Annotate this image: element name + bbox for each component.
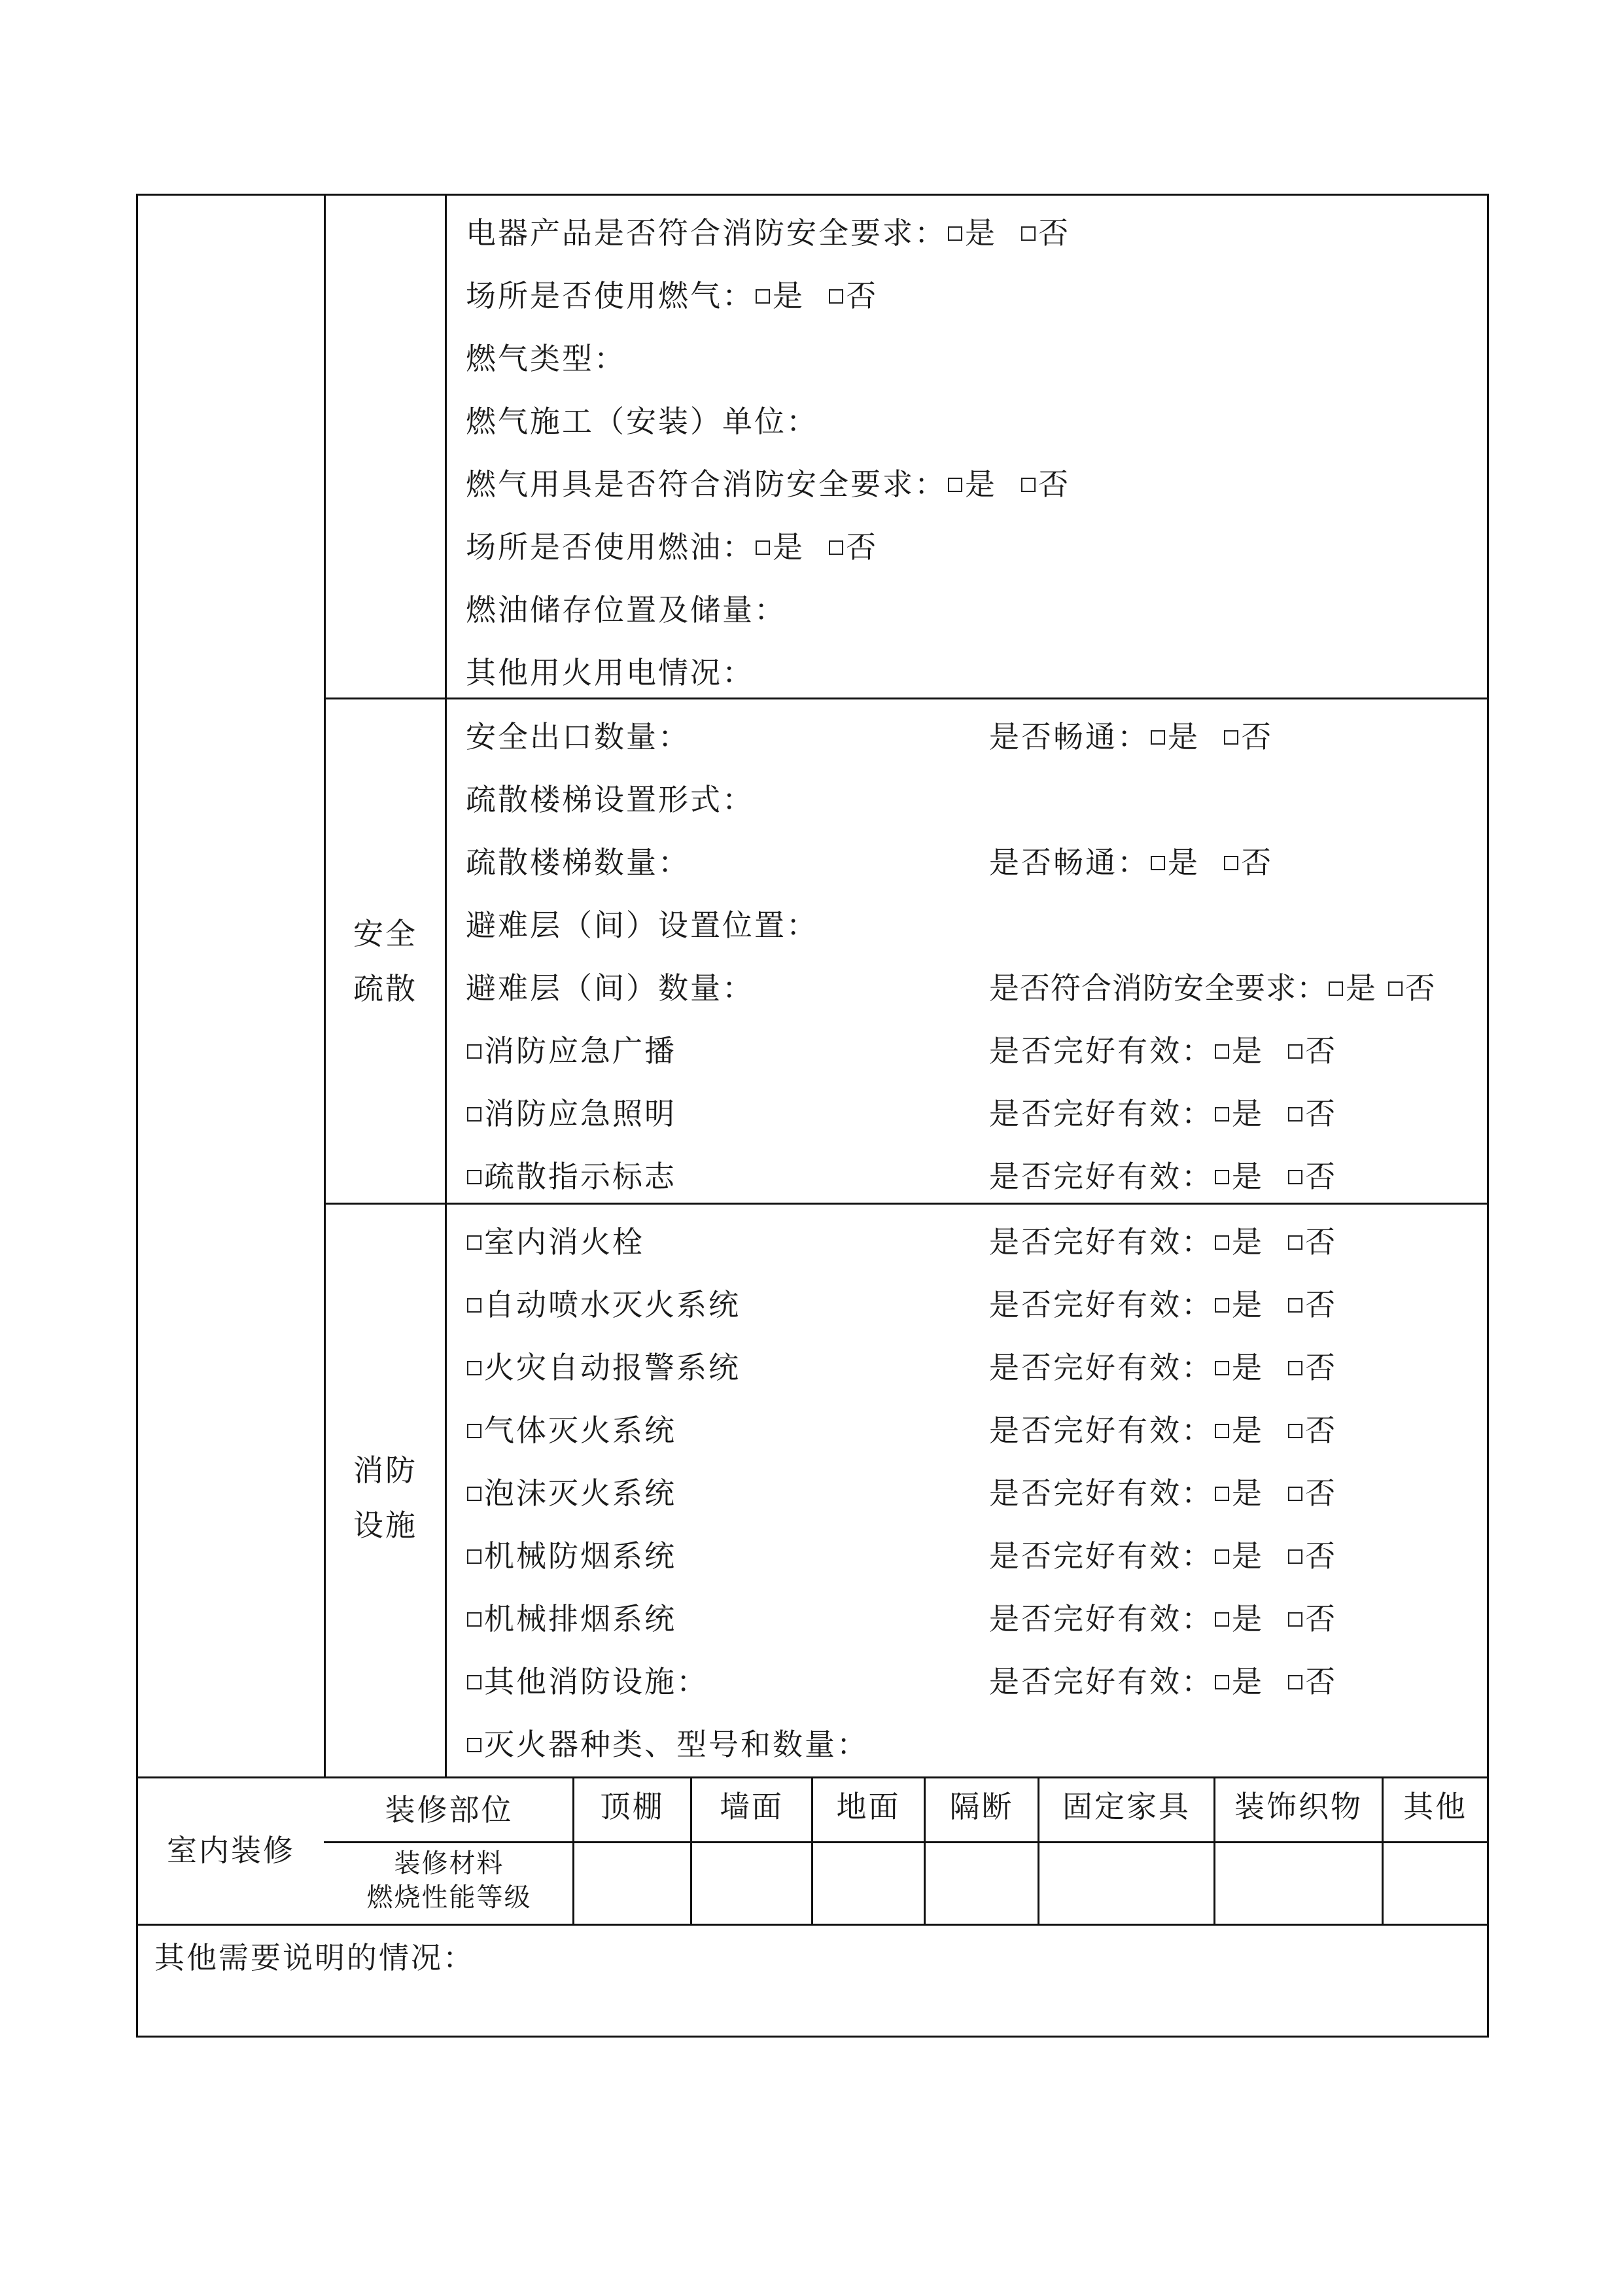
- fac-row-8-check: 是否完好有效： 是 否: [989, 1664, 1338, 1699]
- no-checkbox[interactable]: [1288, 1298, 1302, 1313]
- evac-row-6-check: 是否完好有效： 是 否: [989, 1033, 1338, 1069]
- power-row-6: 场所是否使用燃油： 是 否: [466, 529, 879, 565]
- item-checkbox[interactable]: [467, 1612, 481, 1627]
- evac-row-1-check: 是否畅通： 是 否: [989, 719, 1274, 754]
- item-checkbox[interactable]: [467, 1424, 481, 1438]
- no-checkbox[interactable]: [1288, 1424, 1302, 1438]
- item-checkbox[interactable]: [467, 1361, 481, 1375]
- decoration-part-fixed-furniture: 固定家具: [1062, 1789, 1191, 1824]
- item-checkbox[interactable]: [467, 1738, 481, 1752]
- evac-row-8-label: 疏散指示标志: [466, 1157, 676, 1196]
- evac-row-4-label: 避难层（间）设置位置：: [466, 908, 818, 943]
- no-checkbox[interactable]: [1224, 856, 1238, 870]
- item-checkbox[interactable]: [467, 1107, 481, 1122]
- fac-row-8-label: 其他消防设施：: [466, 1662, 708, 1701]
- item-checkbox[interactable]: [467, 1487, 481, 1501]
- yes-checkbox[interactable]: [756, 540, 770, 555]
- col-divider-2: [445, 194, 447, 1776]
- decoration-part-partition: 隔断: [949, 1789, 1014, 1824]
- row-divider-decoration-mid: [324, 1841, 1489, 1843]
- row-divider-decoration: [136, 1924, 1489, 1926]
- fac-row-3-label: 火灾自动报警系统: [466, 1348, 741, 1387]
- yes-checkbox[interactable]: [1215, 1549, 1229, 1564]
- power-row-4: 燃气施工（安装）单位：: [466, 404, 818, 439]
- no-checkbox[interactable]: [1288, 1487, 1302, 1501]
- yes-checkbox[interactable]: [1215, 1612, 1229, 1627]
- fac-row-5-check: 是否完好有效： 是 否: [989, 1475, 1338, 1511]
- row-divider-evacuation: [324, 1203, 1489, 1205]
- yes-checkbox[interactable]: [1215, 1675, 1229, 1689]
- no-checkbox[interactable]: [1021, 478, 1036, 492]
- evac-row-3-label: 疏散楼梯数量：: [466, 845, 690, 880]
- fac-row-7-label: 机械排烟系统: [466, 1599, 676, 1638]
- item-checkbox[interactable]: [467, 1675, 481, 1689]
- notes-label: 其他需要说明的情况：: [154, 1940, 475, 1975]
- decoration-part-floor: 地面: [836, 1789, 901, 1824]
- yes-checkbox[interactable]: [948, 226, 962, 241]
- decoration-part-label: 装修部位: [385, 1792, 514, 1828]
- power-row-3: 燃气类型：: [466, 341, 626, 376]
- yes-checkbox[interactable]: [948, 478, 962, 492]
- no-checkbox[interactable]: [829, 540, 843, 555]
- item-checkbox[interactable]: [467, 1549, 481, 1564]
- no-checkbox[interactable]: [829, 289, 843, 304]
- fac-row-3-check: 是否完好有效： 是 否: [989, 1350, 1338, 1385]
- yes-checkbox[interactable]: [1329, 981, 1343, 996]
- no-checkbox[interactable]: [1288, 1235, 1302, 1250]
- evac-row-7-label: 消防应急照明: [466, 1094, 676, 1133]
- yes-checkbox[interactable]: [1215, 1487, 1229, 1501]
- power-row-8: 其他用火用电情况：: [466, 655, 754, 690]
- fac-row-1-label: 室内消火栓: [466, 1222, 644, 1262]
- fac-row-6-check: 是否完好有效： 是 否: [989, 1538, 1338, 1574]
- power-row-1: 电器产品是否符合消防安全要求： 是 否: [466, 215, 1071, 251]
- no-checkbox[interactable]: [1288, 1044, 1302, 1059]
- fac-row-1-check: 是否完好有效： 是 否: [989, 1224, 1338, 1260]
- no-checkbox[interactable]: [1288, 1675, 1302, 1689]
- fac-row-2-check: 是否完好有效： 是 否: [989, 1287, 1338, 1322]
- no-checkbox[interactable]: [1288, 1549, 1302, 1564]
- yes-checkbox[interactable]: [1215, 1044, 1229, 1059]
- evac-row-6-label: 消防应急广播: [466, 1031, 676, 1070]
- no-checkbox[interactable]: [1224, 730, 1238, 745]
- power-row-2: 场所是否使用燃气： 是 否: [466, 278, 879, 313]
- yes-checkbox[interactable]: [1215, 1170, 1229, 1184]
- no-checkbox[interactable]: [1288, 1170, 1302, 1184]
- no-checkbox[interactable]: [1288, 1107, 1302, 1122]
- yes-checkbox[interactable]: [1215, 1424, 1229, 1438]
- col-divider-1: [324, 194, 326, 1776]
- fac-row-6-label: 机械防烟系统: [466, 1536, 676, 1576]
- yes-checkbox[interactable]: [756, 289, 770, 304]
- yes-checkbox[interactable]: [1215, 1361, 1229, 1375]
- no-checkbox[interactable]: [1288, 1612, 1302, 1627]
- facilities-heading: 消防 设施: [353, 1453, 417, 1543]
- fac-row-5-label: 泡沫灭火系统: [466, 1474, 676, 1513]
- decoration-part-other: 其他: [1403, 1789, 1467, 1824]
- item-checkbox[interactable]: [467, 1170, 481, 1184]
- power-row-7: 燃油储存位置及储量：: [466, 592, 786, 627]
- evac-row-5-check: 是否符合消防安全要求： 是 否: [989, 970, 1436, 1006]
- decoration-part-fabrics: 装饰织物: [1234, 1789, 1363, 1824]
- decoration-material-label: 装修材料 燃烧性能等级: [366, 1848, 532, 1913]
- evac-row-2-label: 疏散楼梯设置形式：: [466, 782, 754, 817]
- decoration-part-wall: 墙面: [720, 1789, 784, 1824]
- no-checkbox[interactable]: [1021, 226, 1036, 241]
- fac-row-4-check: 是否完好有效： 是 否: [989, 1413, 1338, 1448]
- fac-row-7-check: 是否完好有效： 是 否: [989, 1601, 1338, 1636]
- fac-row-4-label: 气体灭火系统: [466, 1411, 676, 1450]
- evac-row-1-label: 安全出口数量：: [466, 719, 690, 754]
- yes-checkbox[interactable]: [1151, 730, 1165, 745]
- evac-row-5-label: 避难层（间）数量：: [466, 970, 754, 1006]
- row-divider-facilities: [136, 1776, 1489, 1778]
- fac-row-2-label: 自动喷水灭火系统: [466, 1285, 741, 1324]
- yes-checkbox[interactable]: [1151, 856, 1165, 870]
- no-checkbox[interactable]: [1388, 981, 1403, 996]
- item-checkbox[interactable]: [467, 1235, 481, 1250]
- yes-checkbox[interactable]: [1215, 1107, 1229, 1122]
- row-divider-power: [324, 698, 1489, 699]
- evac-row-3-check: 是否畅通： 是 否: [989, 845, 1274, 880]
- yes-checkbox[interactable]: [1215, 1235, 1229, 1250]
- yes-checkbox[interactable]: [1215, 1298, 1229, 1313]
- fac-row-9-label: 灭火器种类、型号和数量：: [466, 1725, 869, 1764]
- evac-row-8-check: 是否完好有效： 是 否: [989, 1159, 1338, 1194]
- decoration-heading: 室内装修: [167, 1833, 295, 1868]
- evacuation-heading: 安全 疏散: [353, 916, 417, 1006]
- no-checkbox[interactable]: [1288, 1361, 1302, 1375]
- decoration-part-ceiling: 顶棚: [600, 1789, 665, 1824]
- item-checkbox[interactable]: [467, 1044, 481, 1059]
- evac-row-7-check: 是否完好有效： 是 否: [989, 1096, 1338, 1131]
- item-checkbox[interactable]: [467, 1298, 481, 1313]
- power-row-5: 燃气用具是否符合消防安全要求： 是 否: [466, 467, 1071, 502]
